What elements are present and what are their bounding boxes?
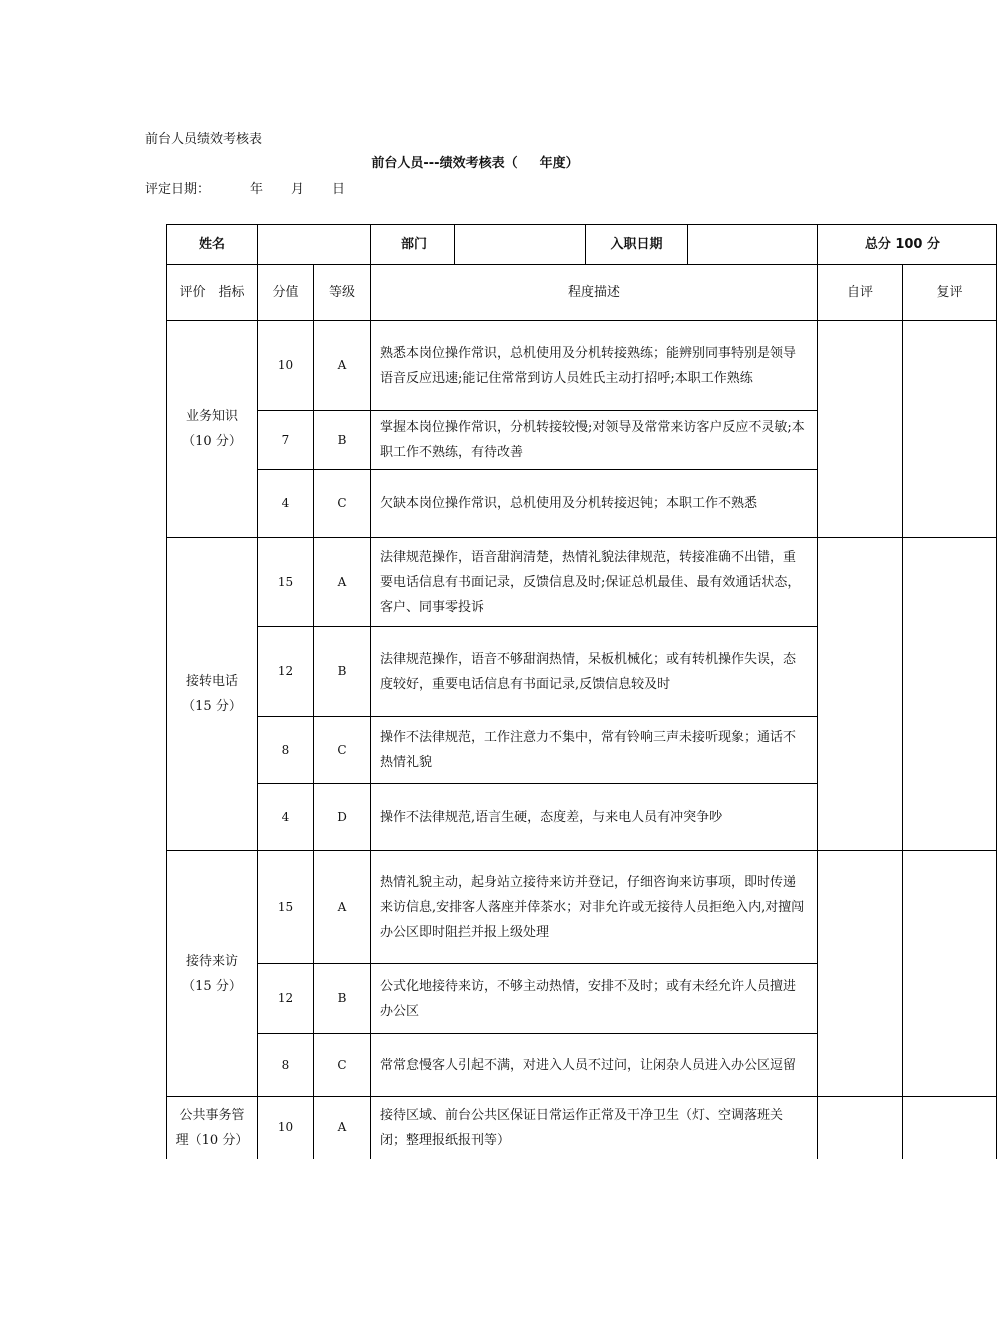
category-cell bbox=[167, 851, 258, 1097]
category-cell bbox=[167, 538, 258, 851]
review-header: 复评 bbox=[903, 265, 997, 321]
level-score: 10 bbox=[258, 321, 314, 411]
self-eval-cell[interactable] bbox=[818, 851, 903, 1097]
level-description: 熟悉本岗位操作常识，总机使用及分机转接熟练；能辨别同事特别是领导语音反应迅速;能记住常常到访人员姓氏主动打招呼;本职工作熟练 bbox=[371, 321, 818, 411]
date-month: 月 bbox=[291, 182, 305, 197]
table-row bbox=[167, 1097, 997, 1159]
level-description: 欠缺本岗位操作常识，总机使用及分机转接迟钝；本职工作不熟悉 bbox=[371, 470, 818, 538]
level-description: 操作不法律规范,语言生硬，态度差，与来电人员有冲突争吵 bbox=[371, 784, 818, 851]
score-header: 分值 bbox=[258, 265, 314, 321]
level-score: 7 bbox=[258, 411, 314, 470]
self-eval-cell[interactable] bbox=[818, 1097, 903, 1159]
category-points: （15 分） bbox=[182, 978, 242, 994]
level-score: 12 bbox=[258, 627, 314, 717]
level-description: 热情礼貌主动，起身站立接待来访并登记，仔细咨询来访事项，即时传递来访信息,安排客人落座并倖茶水；对非允许或无接待人员拒绝入内,对擅闯办公区即时阻拦并报上级处理 bbox=[371, 851, 818, 964]
category-name: 公共事务管 bbox=[179, 1107, 245, 1123]
review-cell[interactable] bbox=[903, 321, 997, 538]
name-label: 姓名 bbox=[167, 225, 258, 265]
review-cell[interactable] bbox=[903, 538, 997, 851]
level-grade: B bbox=[314, 964, 371, 1034]
level-grade: A bbox=[314, 851, 371, 964]
level-grade: A bbox=[314, 538, 371, 627]
department-value-cell[interactable] bbox=[455, 225, 586, 265]
level-grade: C bbox=[314, 470, 371, 538]
column-header-row bbox=[167, 265, 997, 321]
info-header-row bbox=[167, 225, 997, 265]
self-eval-cell[interactable] bbox=[818, 538, 903, 851]
hire-date-value-cell[interactable] bbox=[688, 225, 818, 265]
review-cell[interactable] bbox=[903, 851, 997, 1097]
level-score: 8 bbox=[258, 717, 314, 784]
level-score: 12 bbox=[258, 964, 314, 1034]
self-eval-header: 自评 bbox=[818, 265, 903, 321]
title-year: 年度） bbox=[539, 156, 579, 171]
category-cell bbox=[167, 1097, 258, 1159]
category-name: 接待来访 bbox=[185, 953, 238, 969]
level-description: 法律规范操作，语音不够甜润热情，呆板机械化；或有转机操作失误，态度较好，重要电话信息有书面记录,反馈信息较及时 bbox=[371, 627, 818, 717]
document-top-label: 前台人员绩效考核表 bbox=[145, 132, 263, 147]
evaluation-date-line bbox=[145, 178, 345, 197]
document-title bbox=[0, 152, 950, 171]
level-grade: B bbox=[314, 627, 371, 717]
hire-date-label: 入职日期 bbox=[586, 225, 688, 265]
level-description: 公式化地接待来访，不够主动热情，安排不及时；或有未经允许人员擅进办公区 bbox=[371, 964, 818, 1034]
table-row bbox=[167, 851, 997, 964]
category-points: （10 分） bbox=[182, 434, 242, 449]
level-grade: A bbox=[314, 1097, 371, 1159]
level-score: 8 bbox=[258, 1034, 314, 1097]
title-main: 前台人员---绩效考核表（ bbox=[371, 156, 518, 171]
category-points: （15 分） bbox=[182, 699, 242, 714]
level-score: 4 bbox=[258, 784, 314, 851]
department-label: 部门 bbox=[371, 225, 455, 265]
level-grade: A bbox=[314, 321, 371, 411]
grade-header: 等级 bbox=[314, 265, 371, 321]
date-day: 日 bbox=[332, 182, 346, 197]
category-name: 接转电话 bbox=[185, 674, 238, 689]
appraisal-table bbox=[166, 224, 997, 1159]
indicator-header: 评价 指标 bbox=[167, 265, 258, 321]
level-grade: B bbox=[314, 411, 371, 470]
appraisal-table-wrapper bbox=[166, 224, 963, 1155]
description-header: 程度描述 bbox=[371, 265, 818, 321]
level-description: 法律规范操作，语音甜润清楚，热情礼貌法律规范，转接准确不出错，重要电话信息有书面记录，反馈信息及时;保证总机最佳、最有效通话状态，客户、同事零投诉 bbox=[371, 538, 818, 627]
level-score: 15 bbox=[258, 851, 314, 964]
date-label: 评定日期： bbox=[145, 182, 211, 197]
date-year: 年 bbox=[250, 182, 264, 197]
category-cell bbox=[167, 321, 258, 538]
level-description: 掌握本岗位操作常识，分机转接较慢;对领导及常常来访客户反应不灵敏;本职工作不熟练，有待改善 bbox=[371, 411, 818, 470]
level-description: 常常怠慢客人引起不满，对进入人员不过问，让闲杂人员进入办公区逗留 bbox=[371, 1034, 818, 1097]
level-score: 10 bbox=[258, 1097, 314, 1159]
level-grade: C bbox=[314, 1034, 371, 1097]
name-value-cell[interactable] bbox=[258, 225, 371, 265]
level-grade: D bbox=[314, 784, 371, 851]
review-cell[interactable] bbox=[903, 1097, 997, 1159]
total-score-label: 总分 100 分 bbox=[818, 225, 997, 265]
self-eval-cell[interactable] bbox=[818, 321, 903, 538]
level-score: 15 bbox=[258, 538, 314, 627]
table-row bbox=[167, 321, 997, 411]
level-grade: C bbox=[314, 717, 371, 784]
level-description: 操作不法律规范，工作注意力不集中，常有铃响三声未接听现象；通话不热情礼貌 bbox=[371, 717, 818, 784]
category-name: 业务知识 bbox=[185, 409, 238, 424]
level-score: 4 bbox=[258, 470, 314, 538]
level-description: 接待区域、前台公共区保证日常运作正常及干净卫生（灯、空调落班关闭；整理报纸报刊等） bbox=[371, 1097, 818, 1159]
category-points: 理（10 分） bbox=[175, 1132, 249, 1148]
table-row bbox=[167, 538, 997, 627]
